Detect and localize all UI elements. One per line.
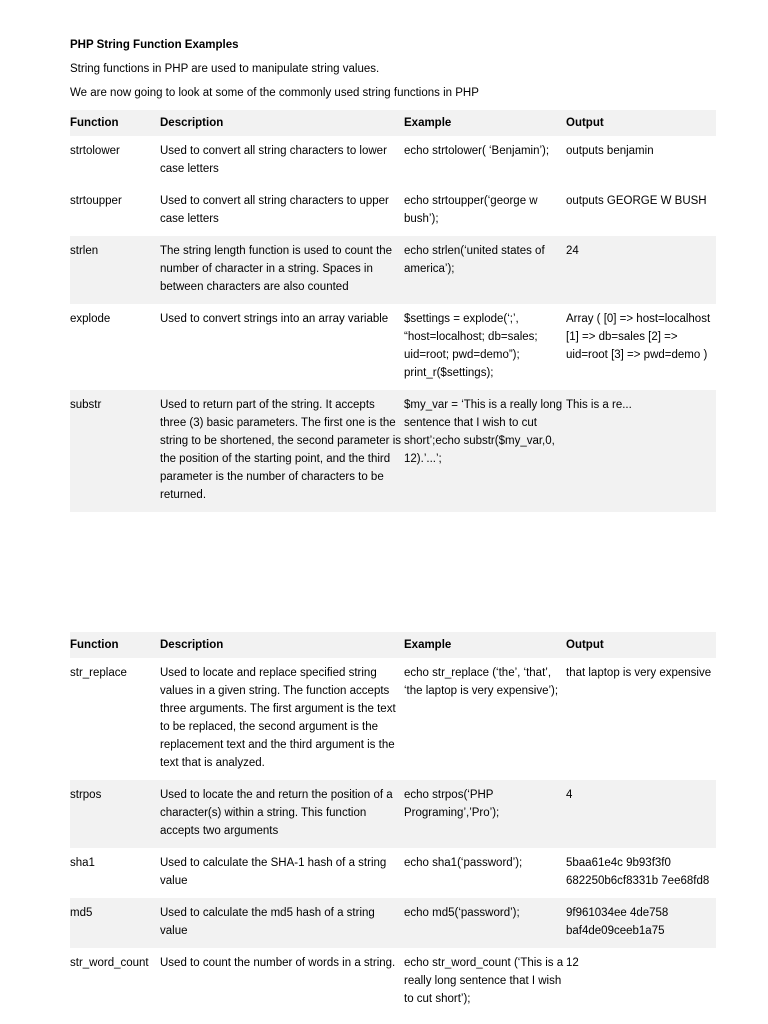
function-example: echo sha1(‘password’); xyxy=(404,857,523,869)
function-name: explode xyxy=(70,313,111,325)
function-description: Used to count the number of words in a string. xyxy=(160,957,396,969)
function-example: echo strtoupper(‘george w bush’); xyxy=(404,195,538,225)
function-description: Used to locate the and return the position of a character(s) within a string. This function accepts two arguments xyxy=(160,780,404,848)
function-output: This is a re... xyxy=(566,390,716,512)
function-output: Array ( [0] => host=localhost [1] => db=sales [2] => uid=root [3] => pwd=demo ) xyxy=(566,313,711,361)
function-name: md5 xyxy=(70,898,160,948)
header-example: Example xyxy=(404,110,566,136)
table-row xyxy=(70,236,716,304)
table-row xyxy=(70,186,716,236)
string-functions-table-2 xyxy=(70,632,716,1016)
function-description: The string length function is used to count the number of character in a string. Spaces in between characters are also counted xyxy=(160,236,404,304)
header-function: Function xyxy=(70,632,160,658)
function-name: str_replace xyxy=(70,667,127,679)
function-description: Used to calculate the md5 hash of a string value xyxy=(160,898,404,948)
intro-paragraph-1: String functions in PHP are used to manipulate string values. xyxy=(70,63,380,75)
function-output: outputs benjamin xyxy=(566,145,654,157)
table-row xyxy=(70,780,716,848)
function-example: echo strlen(‘united states of america’); xyxy=(404,236,566,304)
function-description: Used to return part of the string. It accepts three (3) basic parameters. The first one is the string to be shortened, the second parameter is the position of the starting point, and the third parameter is the number of characters to be returned. xyxy=(160,390,404,512)
function-output: outputs GEORGE W BUSH xyxy=(566,195,707,207)
function-example: echo strpos(‘PHP Programing’,’Pro’); xyxy=(404,780,566,848)
table-row xyxy=(70,848,716,898)
header-description: Description xyxy=(160,632,404,658)
function-name: substr xyxy=(70,390,160,512)
function-name: strlen xyxy=(70,236,160,304)
intro-paragraph-2: We are now going to look at some of the commonly used string functions in PHP xyxy=(70,87,479,99)
table-2-container xyxy=(70,632,716,1016)
function-description: Used to locate and replace specified string values in a given string. The function accepts three arguments. The first argument is the text to be replaced, the second argument is the replacement text and the third argument is the text that is analyzed. xyxy=(160,667,396,769)
table-row xyxy=(70,390,716,512)
function-name: strpos xyxy=(70,780,160,848)
function-description: Used to convert all string characters to upper case letters xyxy=(160,195,389,225)
table-row xyxy=(70,948,716,1016)
header-function: Function xyxy=(70,110,160,136)
function-output: 12 xyxy=(566,957,579,969)
function-output: 5baa61e4c 9b93f3f0 682250b6cf8331b 7ee68fd8 xyxy=(566,857,710,887)
function-output: 9f961034ee 4de758 baf4de09ceeb1a75 xyxy=(566,898,716,948)
function-description: Used to convert all string characters to lower case letters xyxy=(160,145,387,175)
table-row xyxy=(70,136,716,186)
function-output: 4 xyxy=(566,780,716,848)
function-example: echo str_word_count (‘This is a really long sentence that I wish to cut short’); xyxy=(404,957,564,1005)
header-example: Example xyxy=(404,632,566,658)
table-row xyxy=(70,304,716,390)
function-description: Used to calculate the SHA-1 hash of a string value xyxy=(160,857,387,887)
function-name: strtoupper xyxy=(70,195,122,207)
header-output: Output xyxy=(566,110,716,136)
function-name: strtolower xyxy=(70,145,120,157)
function-description: Used to convert strings into an array variable xyxy=(160,313,389,325)
table-header-row xyxy=(70,632,716,658)
header-description: Description xyxy=(160,110,404,136)
function-output: 24 xyxy=(566,236,716,304)
function-example: echo strtolower( ‘Benjamin’); xyxy=(404,145,550,157)
table-row xyxy=(70,658,716,780)
document-page xyxy=(70,38,718,512)
function-example: echo str_replace (‘the’, ‘that’, ‘the laptop is very expensive’); xyxy=(404,667,559,697)
function-name: sha1 xyxy=(70,857,95,869)
document-title: PHP String Function Examples xyxy=(70,39,239,51)
function-example: $my_var = ‘This is a really long sentence that I wish to cut short’;echo substr($my_var,0, 12).’...’; xyxy=(404,390,566,512)
string-functions-table-1 xyxy=(70,110,716,512)
function-name: str_word_count xyxy=(70,957,149,969)
function-example: echo md5(‘password’); xyxy=(404,898,566,948)
table-row xyxy=(70,898,716,948)
table-header-row xyxy=(70,110,716,136)
header-output: Output xyxy=(566,632,716,658)
function-example: $settings = explode(‘;’, “host=localhost; db=sales; uid=root; pwd=demo”); print_r($settings); xyxy=(404,313,538,379)
function-output: that laptop is very expensive xyxy=(566,667,712,679)
